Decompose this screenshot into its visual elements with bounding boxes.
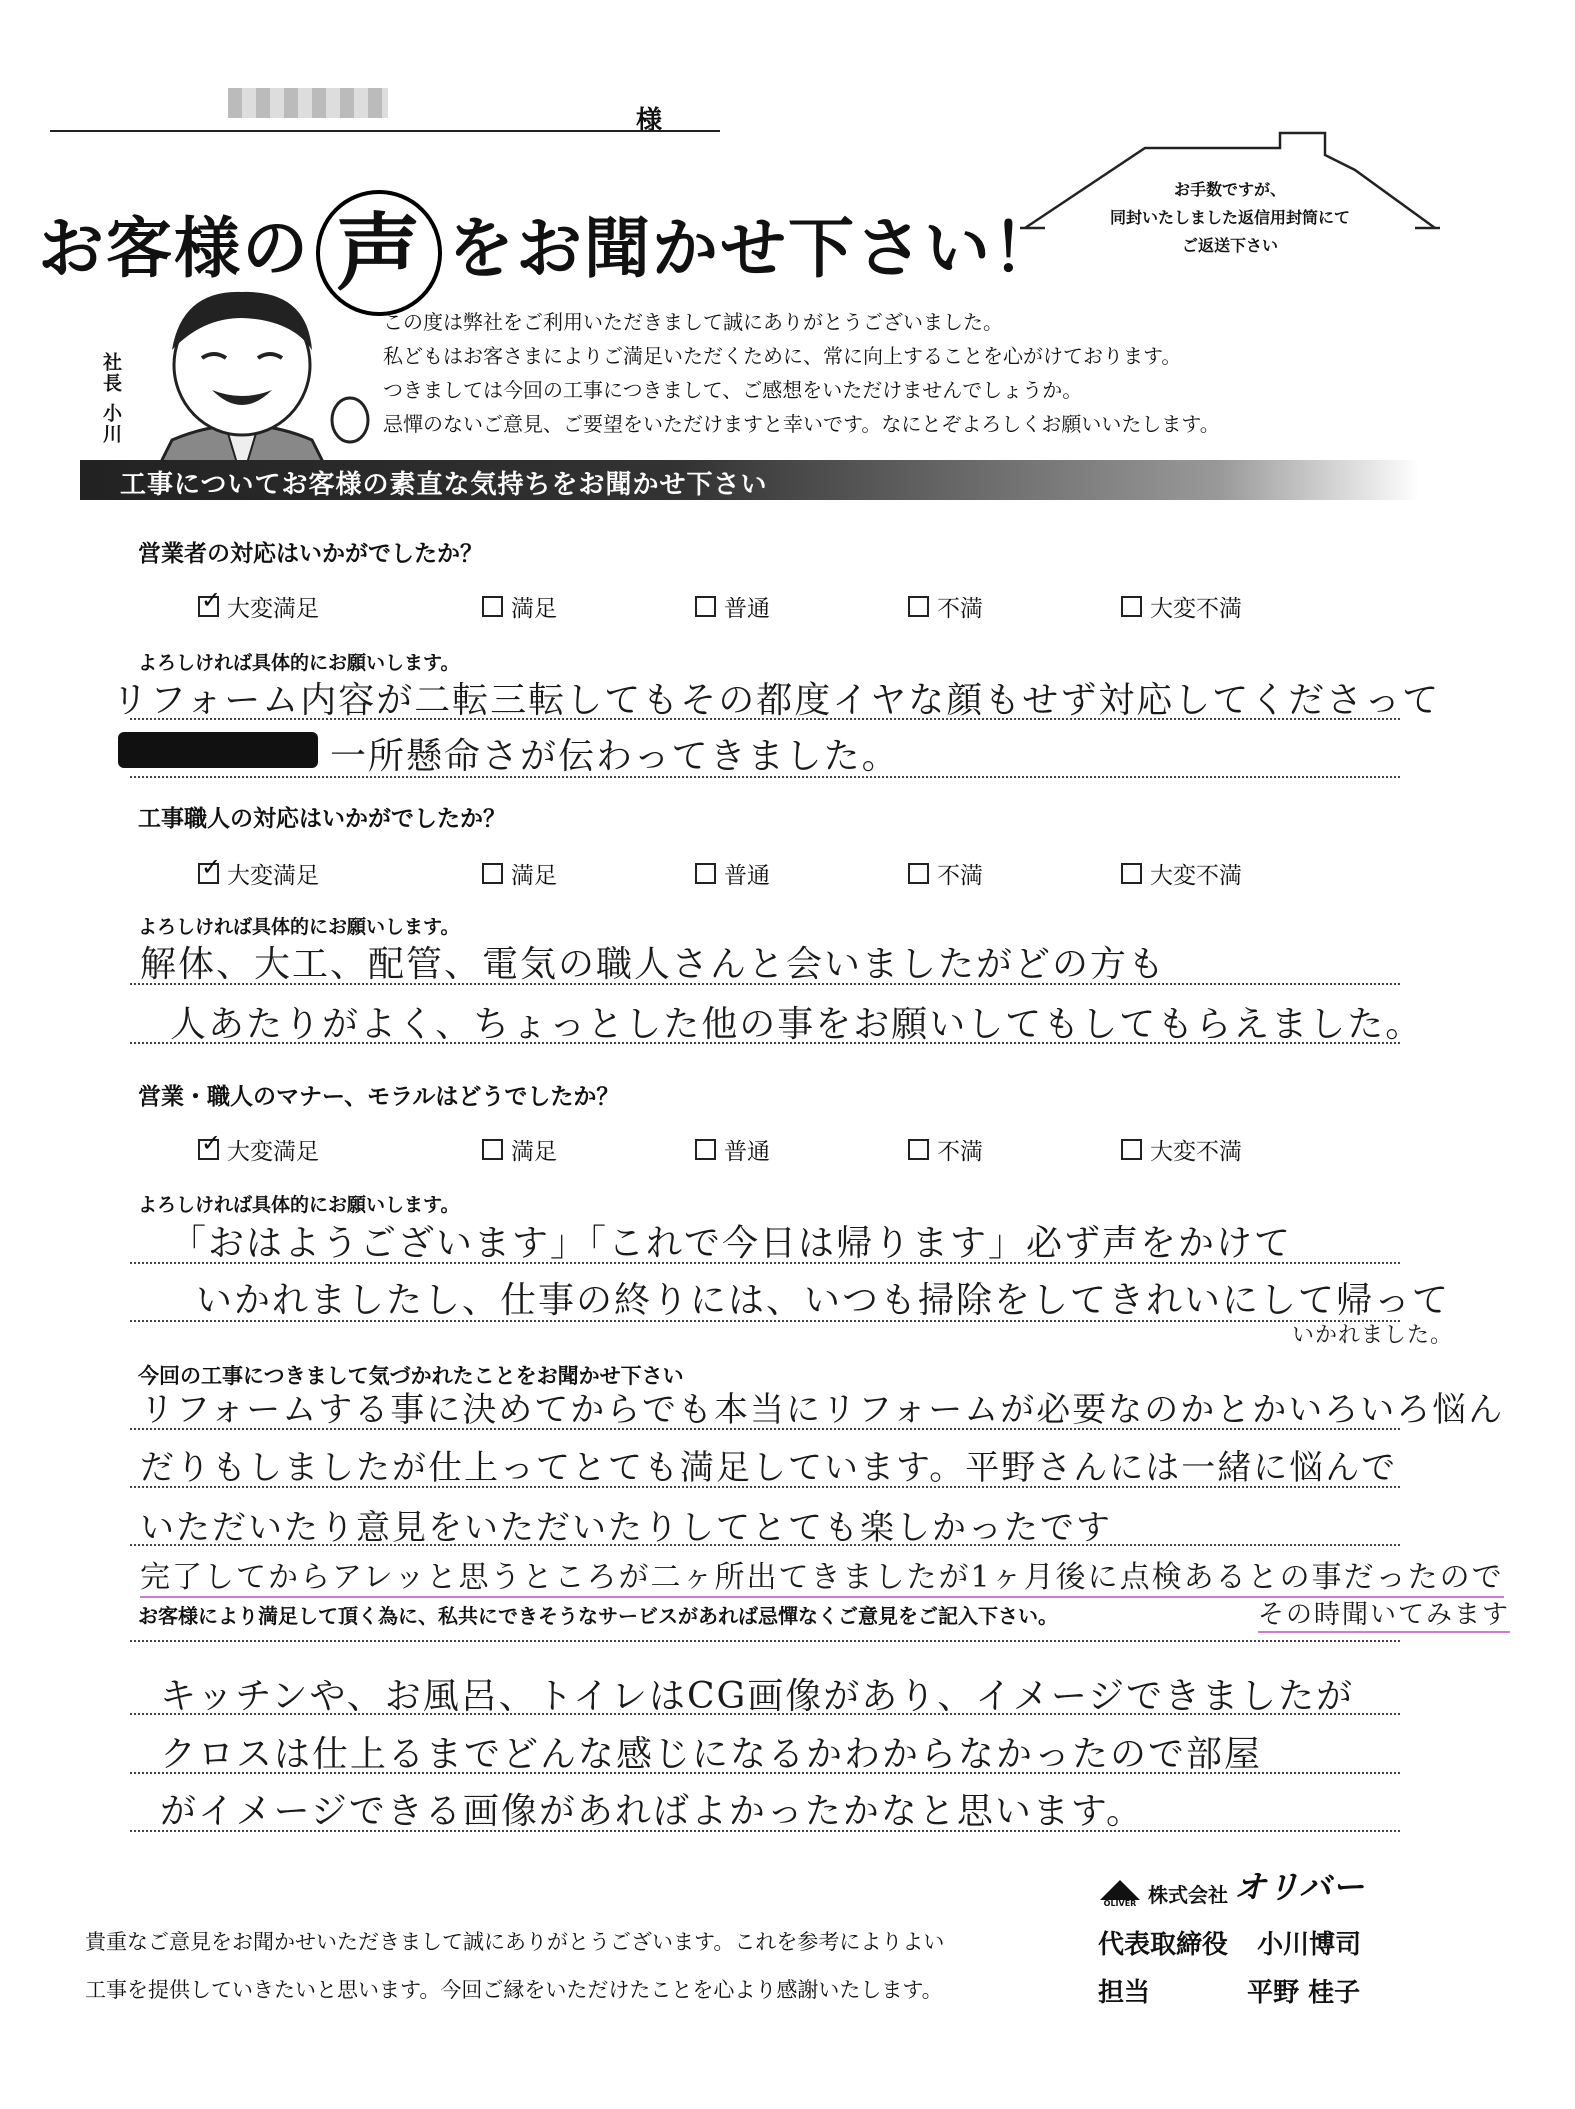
company-name: オリバー [1234, 1868, 1366, 1906]
q2-option-normal[interactable]: 普通 [695, 857, 770, 890]
intro-line-2: 私どもはお客さまによりご満足いただくために、常に向上することを心がけております。 [383, 344, 1182, 368]
president-label: 社長 小川 [100, 352, 122, 445]
q2-detail-prompt: よろしければ具体的にお願いします。 [138, 916, 460, 938]
customer-name-line [50, 130, 720, 132]
checkbox-icon[interactable] [482, 1139, 503, 1160]
checkbox-icon[interactable] [482, 596, 503, 617]
q2-answer-line-2: 人あたりがよく、ちょっとした他の事をお願いしてもしてもらえました。 [170, 1004, 1424, 1045]
q4-answer-line-4: 完了してからアレッと思うところが二ヶ所出てきましたが1ヶ月後に点検あるとの事だったので [140, 1552, 1504, 1598]
title-post: をお聞かせ下さい！ [448, 210, 1060, 288]
footer-thanks [85, 1918, 944, 2014]
customer-honorific: 様 [636, 106, 663, 136]
q1-answer-line-1: リフォーム内容が二転三転してもその都度イヤな顔もせず対応してくださって [112, 680, 1441, 721]
checkbox-icon[interactable] [482, 863, 503, 884]
q2-option-very-dissatisfied[interactable]: 大変不満 [1121, 857, 1242, 890]
answer-rule [130, 1262, 1400, 1264]
q1-option-very-satisfied[interactable]: ✓ 大変満足 [198, 590, 319, 623]
house-note-line2: 同封いたしました返信用封筒にて [1109, 208, 1350, 227]
q5-answer-line-3: がイメージできる画像があればよかったかなと思います。 [160, 1791, 1145, 1832]
checkbox-icon[interactable] [695, 596, 716, 617]
q1-detail-prompt: よろしければ具体的にお願いします。 [138, 652, 460, 674]
answer-rule [130, 776, 1400, 778]
company-prefix: 株式会社 [1148, 1883, 1228, 1907]
q1-question: 営業者の対応はいかがでしたか？ [138, 541, 483, 567]
q1-option-very-dissatisfied[interactable]: 大変不満 [1121, 590, 1242, 623]
q5-answer-line-1: キッチンや、お風呂、トイレはCG画像があり、イメージできましたが [160, 1676, 1355, 1717]
q3-answer-line-3: いかれました。 [1292, 1323, 1454, 1348]
checkbox-icon[interactable] [908, 863, 929, 884]
checkbox-icon[interactable] [1121, 1139, 1142, 1160]
customer-name-redaction [228, 88, 388, 118]
q1-option-normal[interactable]: 普通 [695, 590, 770, 623]
answer-rule [130, 1830, 1400, 1832]
q2-question: 工事職人の対応はいかがでしたか？ [138, 806, 506, 832]
intro-line-1: この度は弊社をご利用いただきまして誠にありがとうございました。 [383, 310, 1003, 334]
q4-answer-line-5: その時聞いてみます [1258, 1594, 1510, 1633]
checkbox-checked-icon[interactable] [198, 596, 219, 617]
answer-rule [130, 1713, 1400, 1715]
footer-thanks-line2: 工事を提供していきたいと思います。今回ご縁をいただけたことを心より感謝いたします。 [85, 1978, 943, 2002]
representative [1098, 1924, 1361, 1961]
q3-option-satisfied[interactable]: 満足 [482, 1133, 557, 1166]
q3-detail-prompt: よろしければ具体的にお願いします。 [138, 1194, 460, 1216]
house-note-line1: お手数ですが、 [1173, 180, 1286, 199]
answer-rule [130, 1320, 1400, 1322]
answer-rule [130, 1772, 1400, 1774]
q2-option-satisfied[interactable]: 満足 [482, 857, 557, 890]
q3-option-normal[interactable]: 普通 [695, 1133, 770, 1166]
intro-line-4: 忌憚のないご意見、ご要望をいただけますと幸いです。なにとぞよろしくお願いいたします。 [383, 412, 1220, 436]
q3-option-very-satisfied[interactable]: ✓ 大変満足 [198, 1133, 319, 1166]
q1-option-satisfied[interactable]: 満足 [482, 590, 557, 623]
answer-rule [130, 1640, 1400, 1642]
answer-rule [130, 983, 1400, 985]
title-pre: お客様の [38, 210, 310, 288]
answer-rule [130, 718, 1400, 720]
answer-rule [130, 1428, 1400, 1430]
q2-option-very-satisfied[interactable]: ✓ 大変満足 [198, 857, 319, 890]
q4-answer-line-3: いただいたり意見をいただいたりしてとても楽しかったです [140, 1508, 1112, 1548]
logo-text: OLIVER [1103, 1899, 1137, 1908]
q4-answer-line-1: リフォームする事に決めてからでも本当にリフォームが必要なのかとかいろいろ悩ん [140, 1390, 1505, 1430]
answer-rule [130, 1544, 1400, 1546]
q1-option-dissatisfied[interactable]: 不満 [908, 590, 983, 623]
checkbox-icon[interactable] [908, 596, 929, 617]
house-note [1050, 176, 1410, 260]
president-cartoon-icon [132, 280, 372, 480]
section-banner [80, 460, 1420, 500]
q2-option-dissatisfied[interactable]: 不満 [908, 857, 983, 890]
checkbox-icon[interactable] [695, 1139, 716, 1160]
rep-name: 小川博司 [1257, 1930, 1362, 1960]
checkbox-checked-icon[interactable] [198, 863, 219, 884]
title-kanji: 声 [316, 190, 442, 316]
intro-line-3: つきましては今回の工事につきまして、ご感想をいただけませんでしょうか。 [383, 378, 1083, 402]
q5-answer-line-2: クロスは仕上るまでどんな感じになるかわからなかったので部屋 [160, 1734, 1263, 1775]
staff [1098, 1972, 1360, 2009]
redaction-mark [118, 732, 318, 768]
answer-rule [130, 1042, 1400, 1044]
staff-title: 担当 [1098, 1978, 1151, 2008]
q5-question: お客様により満足して頂く為に、私共にできそうなサービスがあれば忌憚なくご意見をご記入下さい。 [138, 1604, 1058, 1628]
staff-name: 平野 桂子 [1247, 1978, 1361, 2008]
checkbox-icon[interactable] [695, 863, 716, 884]
house-note-line3: ご返送下さい [1181, 236, 1278, 255]
section-banner-text: 工事についてお客様の素直な気持ちをお聞かせ下さい [120, 470, 768, 500]
company-logo [1098, 1862, 1365, 1908]
q3-answer-line-1: 「おはようございます」「これで今日は帰ります」必ず声をかけて [170, 1223, 1293, 1264]
answer-rule [130, 1486, 1400, 1488]
q3-option-very-dissatisfied[interactable]: 大変不満 [1121, 1133, 1242, 1166]
checkbox-icon[interactable] [1121, 596, 1142, 617]
footer-thanks-line1: 貴重なご意見をお聞かせいただきまして誠にありがとうございます。これを参考によりよい [85, 1930, 945, 1954]
q3-question: 営業・職人のマナー、モラルはどうでしたか？ [138, 1084, 620, 1110]
q3-answer-line-2: いかれましたし、仕事の終りには、いつも掃除をしてきれいにして帰って [196, 1280, 1451, 1321]
intro-text [383, 305, 1220, 441]
checkbox-icon[interactable] [908, 1139, 929, 1160]
rep-title: 代表取締役 [1098, 1930, 1229, 1960]
q4-answer-line-2: だりもしましたが仕上ってとても満足しています。平野さんには一緒に悩んで [140, 1448, 1398, 1488]
logo-mark-icon [1098, 1878, 1142, 1908]
q4-question: 今回の工事につきまして気づかれたことをお聞かせ下さい [138, 1364, 684, 1388]
checkbox-icon[interactable] [1121, 863, 1142, 884]
checkbox-checked-icon[interactable] [198, 1139, 219, 1160]
q2-answer-line-1: 解体、大工、配管、電気の職人さんと会いましたがどの方も [140, 944, 1167, 985]
q1-answer-line-2: 一所懸命さが伝わってきました。 [330, 736, 900, 777]
q3-option-dissatisfied[interactable]: 不満 [908, 1133, 983, 1166]
